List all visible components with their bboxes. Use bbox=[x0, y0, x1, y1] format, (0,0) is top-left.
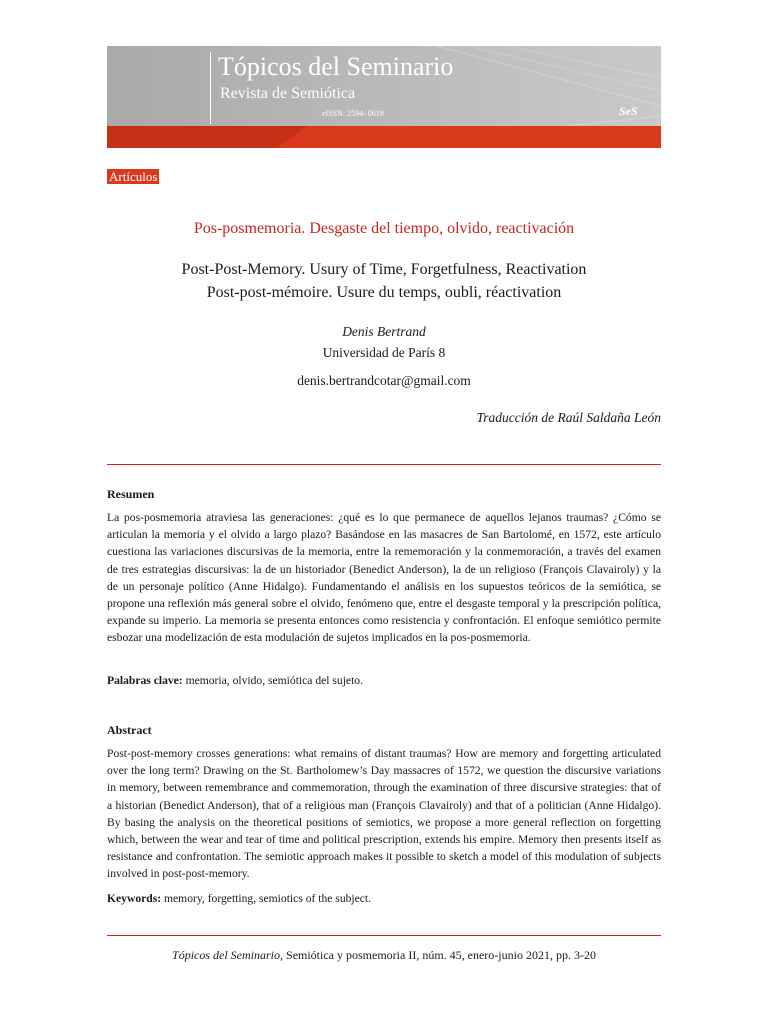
footer-citation: Semiótica y posmemoria II, núm. 45, enero-junio 2021, pp. 3-20 bbox=[286, 948, 596, 962]
translator-credit: Traducción de Raúl Saldaña León bbox=[476, 410, 661, 425]
footer-journal: Tópicos del Seminario, bbox=[172, 948, 284, 962]
journal-subtitle: Revista de Semiótica bbox=[220, 85, 356, 102]
abstract-body: Post-post-memory crosses generations: what remains of distant traumas? How are memory and forgetting articulated over the long term? Drawing on the St. Bartholomew’s Day massacres of 1572, we question the discursive variations in memory, between remembrance and commemoration, through the examination of three discursive strategies: that of a historian (Benedict Anderson), that of a religious man (François Clavairoly) and that of a politician (Anne Hidalgo). By basing the analysis on the theoretical positions of semiotics, we propose a more general reflection on forgetting which, between the wear and tear of time and political prescription, extends his empire. Memory then presents itself as resistance and confrontation. The semiotic approach makes it possible to sketch a model of this modulation of subjects involved in post-post-memory. bbox=[107, 747, 661, 881]
section-tag: Artículos bbox=[109, 169, 158, 184]
journal-title: Tópicos del Seminario bbox=[218, 52, 454, 81]
article-title-english: Post-Post-Memory. Usury of Time, Forgetfulness, Reactivation bbox=[181, 261, 587, 278]
journal-logo: SeS bbox=[619, 104, 638, 118]
abstract-keywords bbox=[107, 891, 661, 907]
resumen-heading: Resumen bbox=[107, 487, 155, 501]
author-email[interactable]: denis.bertrandcotar@gmail.com bbox=[297, 373, 471, 388]
author-name: Denis Bertrand bbox=[342, 324, 426, 339]
journal-issn: eISSN: 2594- 0619 bbox=[322, 109, 384, 118]
resumen-keywords-text: memoria, olvido, semiótica del sujeto. bbox=[185, 674, 363, 687]
resumen-keywords bbox=[107, 673, 661, 689]
journal-banner bbox=[107, 46, 661, 148]
banner-separator bbox=[210, 52, 211, 124]
article-title-french: Post-post-mémoire. Usure du temps, oubli, réactivation bbox=[206, 284, 562, 301]
abstract-keywords-label: Keywords: bbox=[107, 892, 162, 905]
abstract-heading: Abstract bbox=[107, 723, 152, 737]
banner-red-bar bbox=[107, 126, 661, 148]
resumen-body: La pos-posmemoria atraviesa las generaciones: ¿qué es lo que permanece de aquellos lejanos traumas? ¿Cómo se articulan la memoria y el olvido a largo plazo? Basándose en las masacres de San Bartolomé, en 1572, este artículo cuestiona las variaciones discursivas de la memoria, entre la rememoración y la conmemoración, a través del examen de tres estrategias discursivas: la de un historiador (Benedict Anderson), la de un religioso (François Clavairoly) y la de un personaje político (Anne Hidalgo). Fundamentando el análisis en los supuestos teóricos de la semiótica, se propone una reflexión más general sobre el olvido, fenómeno que, entre el desgaste temporal y la prescripción política, expande su imperio. La memoria se presenta entonces como resistencia y confrontación. El enfoque semiótico permite esbozar una modelización de esta modulación de sujetos implicados en la pos-posmemoria. bbox=[107, 511, 661, 645]
divider-bottom bbox=[107, 935, 661, 936]
page-footer bbox=[0, 947, 768, 963]
divider-top bbox=[107, 464, 661, 465]
resumen-keywords-label: Palabras clave: bbox=[107, 674, 183, 687]
abstract-keywords-text: memory, forgetting, semiotics of the subject. bbox=[164, 892, 372, 905]
article-title-spanish: Pos-posmemoria. Desgaste del tiempo, olvido, reactivación bbox=[193, 220, 575, 237]
author-affiliation: Universidad de París 8 bbox=[322, 345, 446, 360]
